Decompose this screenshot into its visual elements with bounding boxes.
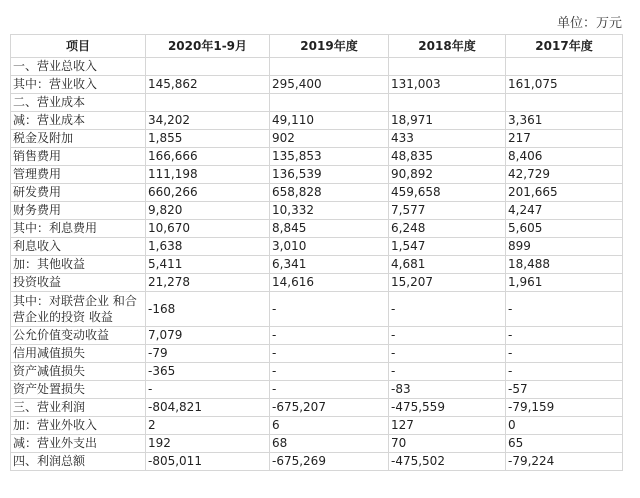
value-cell: 90,892 — [389, 166, 506, 184]
value-cell: - — [389, 327, 506, 345]
value-cell: 14,616 — [270, 274, 389, 292]
table-row — [11, 130, 623, 148]
value-cell: 6 — [270, 417, 389, 435]
value-cell: 48,835 — [389, 148, 506, 166]
table-row — [11, 184, 623, 202]
row-label-cell: 其中：对联营企业 和合营企业的投资 收益 — [11, 292, 146, 327]
row-label-cell: 资产处置损失 — [11, 381, 146, 399]
value-cell: 899 — [506, 238, 623, 256]
value-cell — [270, 94, 389, 112]
value-cell: - — [506, 363, 623, 381]
header-2019: 2019年度 — [270, 35, 389, 58]
table-row — [11, 327, 623, 345]
value-cell: 8,406 — [506, 148, 623, 166]
value-cell: -168 — [146, 292, 270, 327]
value-cell: 68 — [270, 435, 389, 453]
row-label-cell: 二、营业成本 — [11, 94, 146, 112]
row-label-cell: 减：营业外支出 — [11, 435, 146, 453]
value-cell: 7,577 — [389, 202, 506, 220]
table-row — [11, 292, 623, 327]
value-cell: -804,821 — [146, 399, 270, 417]
table-row — [11, 166, 623, 184]
unit-label: 单位：万元 — [556, 16, 622, 31]
value-cell: 1,638 — [146, 238, 270, 256]
value-cell: 70 — [389, 435, 506, 453]
value-cell: 10,332 — [270, 202, 389, 220]
value-cell: 5,411 — [146, 256, 270, 274]
value-cell: 5,605 — [506, 220, 623, 238]
table-row — [11, 256, 623, 274]
table-row — [11, 399, 623, 417]
table-row — [11, 76, 623, 94]
row-label-cell: 减：营业成本 — [11, 112, 146, 130]
value-cell: - — [270, 381, 389, 399]
value-cell: -475,559 — [389, 399, 506, 417]
value-cell: - — [270, 363, 389, 381]
row-label-cell: 一、营业总收入 — [11, 58, 146, 76]
value-cell: 217 — [506, 130, 623, 148]
value-cell: 15,207 — [389, 274, 506, 292]
value-cell: 18,971 — [389, 112, 506, 130]
row-label-cell: 三、营业利润 — [11, 399, 146, 417]
value-cell — [506, 94, 623, 112]
value-cell: 433 — [389, 130, 506, 148]
row-label-cell: 管理费用 — [11, 166, 146, 184]
value-cell — [506, 58, 623, 76]
value-cell: - — [146, 381, 270, 399]
table-row — [11, 381, 623, 399]
row-label-cell: 财务费用 — [11, 202, 146, 220]
value-cell: 18,488 — [506, 256, 623, 274]
table-row — [11, 112, 623, 130]
value-cell: 660,266 — [146, 184, 270, 202]
row-label-cell: 销售费用 — [11, 148, 146, 166]
value-cell: 8,845 — [270, 220, 389, 238]
table-row — [11, 58, 623, 76]
value-cell: 1,855 — [146, 130, 270, 148]
value-cell: - — [389, 363, 506, 381]
value-cell: 295,400 — [270, 76, 389, 94]
value-cell: 166,666 — [146, 148, 270, 166]
table-row — [11, 220, 623, 238]
value-cell: 49,110 — [270, 112, 389, 130]
value-cell: 2 — [146, 417, 270, 435]
value-cell — [389, 94, 506, 112]
row-label-cell: 加：营业外收入 — [11, 417, 146, 435]
row-label-cell: 投资收益 — [11, 274, 146, 292]
value-cell: 111,198 — [146, 166, 270, 184]
table-row — [11, 274, 623, 292]
row-label-cell: 其中：利息费用 — [11, 220, 146, 238]
value-cell: 201,665 — [506, 184, 623, 202]
table-row — [11, 453, 623, 471]
row-label-cell: 加：其他收益 — [11, 256, 146, 274]
table-row — [11, 94, 623, 112]
table-row — [11, 417, 623, 435]
table-row — [11, 238, 623, 256]
table-row — [11, 148, 623, 166]
value-cell: - — [506, 327, 623, 345]
value-cell: 9,820 — [146, 202, 270, 220]
value-cell: 42,729 — [506, 166, 623, 184]
header-2017: 2017年度 — [506, 35, 623, 58]
row-label-cell: 公允价值变动收益 — [11, 327, 146, 345]
value-cell: 145,862 — [146, 76, 270, 94]
table-header — [11, 35, 623, 58]
value-cell: -475,502 — [389, 453, 506, 471]
header-2020-q1-q3: 2020年1-9月 — [146, 35, 270, 58]
value-cell: 4,247 — [506, 202, 623, 220]
value-cell: 6,341 — [270, 256, 389, 274]
value-cell: 4,681 — [389, 256, 506, 274]
value-cell — [146, 94, 270, 112]
header-row — [11, 35, 623, 58]
row-label-cell: 信用减值损失 — [11, 345, 146, 363]
value-cell: 3,361 — [506, 112, 623, 130]
value-cell: 65 — [506, 435, 623, 453]
value-cell: -365 — [146, 363, 270, 381]
value-cell: 161,075 — [506, 76, 623, 94]
value-cell: - — [270, 292, 389, 327]
value-cell: -83 — [389, 381, 506, 399]
row-label-cell: 研发费用 — [11, 184, 146, 202]
value-cell: -79,159 — [506, 399, 623, 417]
value-cell: -79 — [146, 345, 270, 363]
value-cell: - — [270, 345, 389, 363]
value-cell: 3,010 — [270, 238, 389, 256]
table-row — [11, 202, 623, 220]
value-cell: 1,547 — [389, 238, 506, 256]
value-cell: 131,003 — [389, 76, 506, 94]
value-cell: - — [389, 292, 506, 327]
header-2018: 2018年度 — [389, 35, 506, 58]
value-cell: 1,961 — [506, 274, 623, 292]
value-cell: 21,278 — [146, 274, 270, 292]
value-cell: -675,207 — [270, 399, 389, 417]
income-statement-table — [10, 34, 623, 471]
value-cell: 7,079 — [146, 327, 270, 345]
value-cell: -79,224 — [506, 453, 623, 471]
row-label-cell: 利息收入 — [11, 238, 146, 256]
value-cell: -57 — [506, 381, 623, 399]
row-label-cell: 税金及附加 — [11, 130, 146, 148]
table-body — [11, 58, 623, 471]
value-cell: 902 — [270, 130, 389, 148]
value-cell: - — [389, 345, 506, 363]
row-label-cell: 其中：营业收入 — [11, 76, 146, 94]
value-cell — [270, 58, 389, 76]
header-item: 项目 — [11, 35, 146, 58]
value-cell: 459,658 — [389, 184, 506, 202]
value-cell: -805,011 — [146, 453, 270, 471]
row-label-cell: 资产减值损失 — [11, 363, 146, 381]
value-cell — [389, 58, 506, 76]
value-cell: 136,539 — [270, 166, 389, 184]
table-row — [11, 435, 623, 453]
value-cell: - — [270, 327, 389, 345]
value-cell — [146, 58, 270, 76]
value-cell: 127 — [389, 417, 506, 435]
value-cell: 192 — [146, 435, 270, 453]
value-cell: - — [506, 292, 623, 327]
value-cell: -675,269 — [270, 453, 389, 471]
table-row — [11, 363, 623, 381]
value-cell: 135,853 — [270, 148, 389, 166]
row-label-cell: 四、利润总额 — [11, 453, 146, 471]
table-row — [11, 345, 623, 363]
value-cell: 34,202 — [146, 112, 270, 130]
value-cell: 0 — [506, 417, 623, 435]
value-cell: 658,828 — [270, 184, 389, 202]
value-cell: 6,248 — [389, 220, 506, 238]
value-cell: - — [506, 345, 623, 363]
value-cell: 10,670 — [146, 220, 270, 238]
